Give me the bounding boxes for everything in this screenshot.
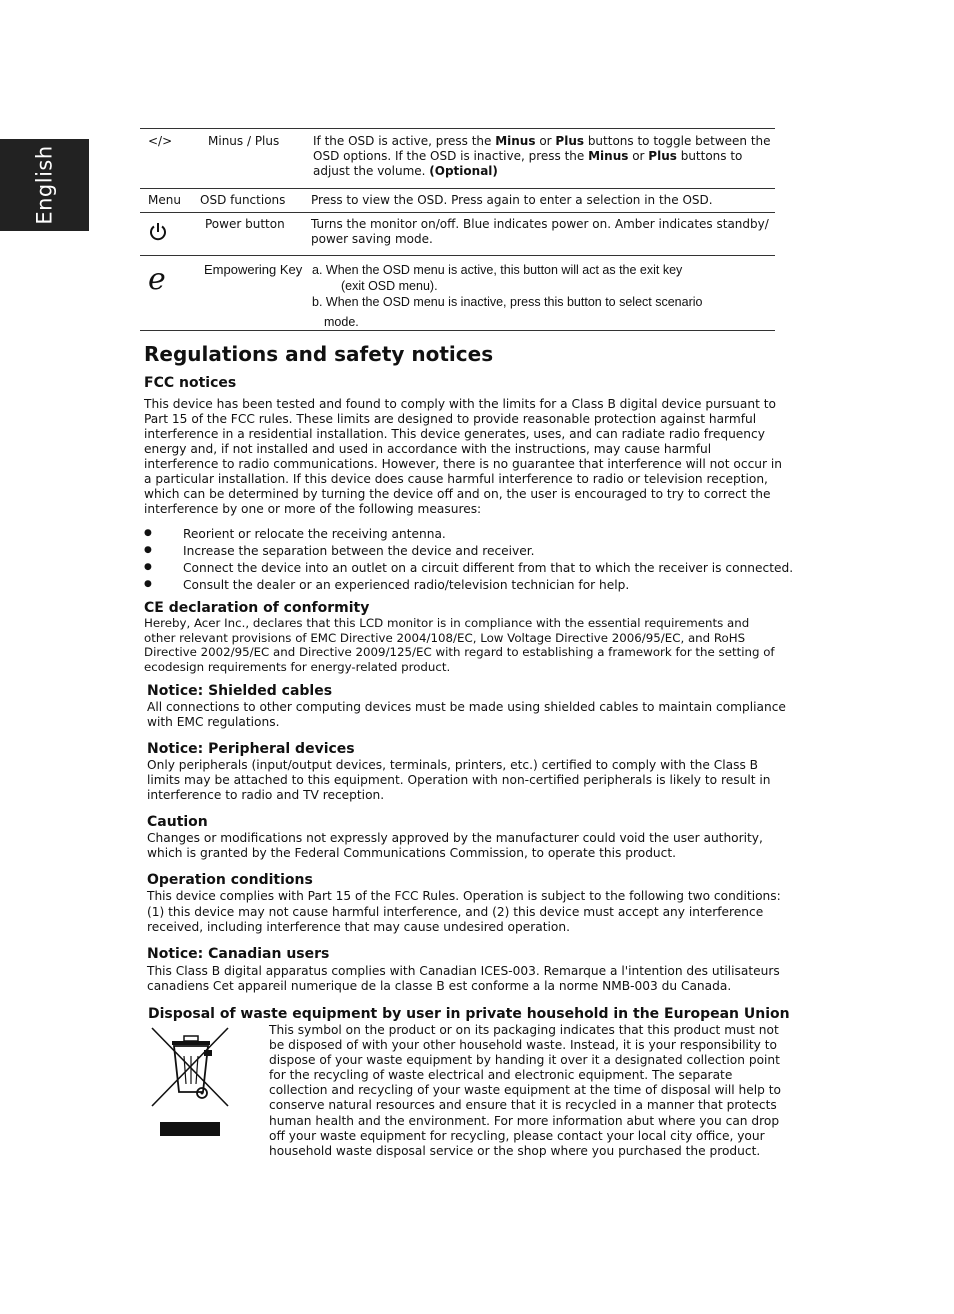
list-item: ● Increase the separation between the device and receiver.: [144, 544, 793, 561]
table-row: [140, 129, 775, 189]
fcc-heading: FCC notices: [144, 375, 237, 391]
language-tab: [0, 139, 89, 231]
shielded-heading: Notice: Shielded cables: [147, 683, 333, 699]
key-description: If the OSD is active, press the Minus or Plus buttons to toggle between the OSD options. If the OSD is inactive, press the Minus or Plus buttons to adjust the volume. (Optional): [313, 134, 771, 178]
operation-body: This device complies with Part 15 of the FCC Rules. Operation is subject to the following two conditions: (1) this device may not cause harmful interference, and (2) this device must accept any interference received, including interference that may cause undesired operation.: [147, 889, 781, 934]
list-item: ● Connect the device into an outlet on a circuit different from that to which the receiver is connected.: [144, 561, 793, 578]
ce-heading: CE declaration of conformity: [144, 600, 370, 616]
canadian-heading: Notice: Canadian users: [147, 946, 330, 962]
key-name: Empowering Key: [204, 262, 303, 277]
fcc-measures-list: [144, 527, 793, 595]
caution-body: Changes or modifications not expressly approved by the manufacturer could void the user authority, which is granted by the Federal Communications Commission, to operate this product.: [147, 831, 763, 860]
key-symbol: Menu: [148, 193, 181, 207]
power-icon: [148, 221, 168, 243]
disposal-heading: Disposal of waste equipment by user in private household in the European Union: [148, 1006, 790, 1022]
list-item: ● Consult the dealer or an experienced radio/television technician for help.: [144, 578, 793, 595]
peripheral-body: Only peripherals (input/output devices, terminals, printers, etc.) certified to comply with the Class B limits may be attached to this equipment. Operation with non-certified peripherals is likely to result in interference to radio and TV reception.: [147, 758, 771, 802]
controls-table: [140, 128, 775, 331]
weee-crossed-bin-icon: [148, 1026, 238, 1140]
key-name: Minus / Plus: [208, 134, 280, 148]
key-description: a. When the OSD menu is active, this button will act as the exit key (exit OSD menu). b. When the OSD menu is inactive, press this button to select scenario mode.: [312, 263, 703, 329]
operation-heading: Operation conditions: [147, 872, 313, 888]
empowering-e-icon: e: [148, 262, 166, 297]
fcc-body: This device has been tested and found to comply with the limits for a Class B digital device pursuant to Part 15 of the FCC rules. These limits are designed to provide reasonable protection against harmful interference in a residential installation. This device generates, uses, and can radiate radio frequency energy and, if not installed and used in accordance with the instructions, may cause harmful interference to radio communications. However, there is no guarantee that interference will not occur in a particular installation. If this device does cause harmful interference to radio or television reception, which can be determined by turning the device off and on, the user is encouraged to try to correct the interference by one or more of the following measures:: [144, 397, 782, 516]
disposal-body: This symbol on the product or on its packaging indicates that this product must not be disposed of with your other household waste. Instead, it is your responsibility to dispose of your waste equipment by handing it over it a designated collection point for the recycling of waste electrical and electronic equipment. The separate collection and recycling of your waste equipment at the time of disposal will help to conserve natural resources and ensure that it is recycled in a manner that protects human health and the environment. For more information abut where you can drop off your waste equipment for recycling, please contact your local city office, your household waste disposal service or the shop where you purchased the product.: [269, 1023, 781, 1158]
key-name: OSD functions: [200, 193, 286, 207]
caution-heading: Caution: [147, 814, 208, 830]
ce-body: Hereby, Acer Inc., declares that this LCD monitor is in compliance with the essential requirements and other relevant provisions of EMC Directive 2004/108/EC, Low Voltage Directive 2006/95/EC, and RoHS Directive 2002/95/EC and Directive 2009/125/EC with regard to establishing a framework for the setting of ecodesign requirements for energy-related product.: [144, 616, 775, 674]
page-title: Regulations and safety notices: [144, 342, 494, 366]
key-description: Turns the monitor on/off. Blue indicates power on. Amber indicates standby/ power saving mode.: [311, 217, 769, 246]
shielded-body: All connections to other computing devices must be made using shielded cables to maintain compliance with EMC regulations.: [147, 700, 786, 729]
language-tab-label: English: [32, 145, 57, 225]
key-name: Power button: [205, 217, 285, 231]
key-description: Press to view the OSD. Press again to enter a selection in the OSD.: [311, 193, 713, 207]
table-row: [140, 189, 775, 213]
peripheral-heading: Notice: Peripheral devices: [147, 741, 355, 757]
canadian-body: This Class B digital apparatus complies with Canadian ICES-003. Remarque a l'intention des utilisateurs canadiens Cet appareil numerique de la classe B est conforme a la norme NMB-003 du Canada.: [147, 964, 780, 993]
list-item: ● Reorient or relocate the receiving antenna.: [144, 527, 793, 544]
table-row: [140, 213, 775, 256]
key-symbol: </>: [148, 134, 173, 148]
table-row: [140, 256, 775, 331]
